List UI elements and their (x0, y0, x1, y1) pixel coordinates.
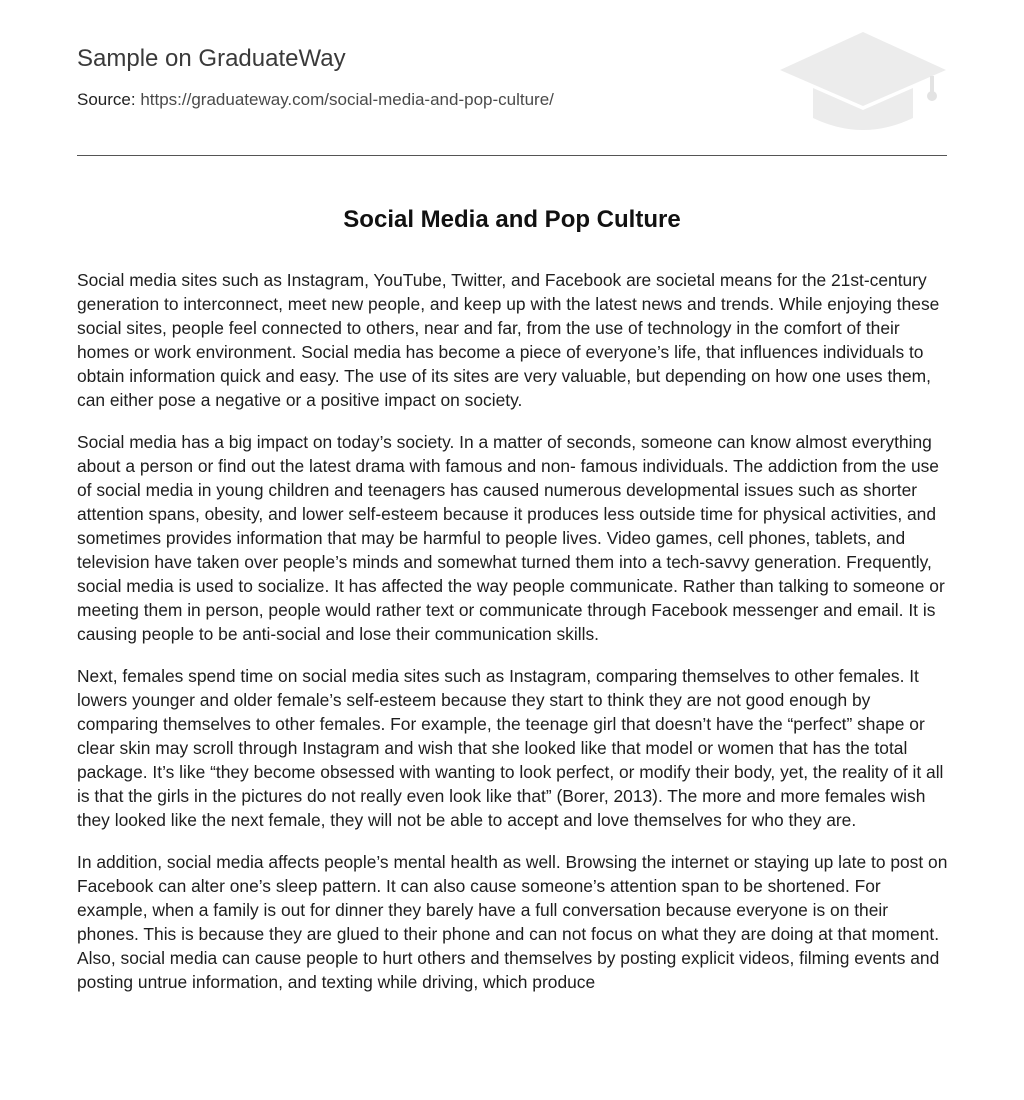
page-header (77, 0, 947, 156)
graduation-cap-icon (780, 30, 946, 134)
article-body (77, 268, 951, 1012)
paragraph-2: Social media has a big impact on today’s society. In a matter of seconds, someone can know almost everything about a person or find out the latest drama with famous and non- famous individuals. The addiction from the use of social media in young children and teenagers has caused numerous developmental issues such as shorter attention spans, obesity, and lower self-esteem because it produces less outside time for physical activities, and sometimes provides information that may be harmful to people lives. Video games, cell phones, tablets, and television have taken over people’s minds and somewhat turned them into a tech-savvy generation. Frequently, social media is used to socialize. It has affected the way people communicate. Rather than talking to someone or meeting them in person, people would rather text or communicate through Facebook messenger and email. It is causing people to be anti-social and lose their communication skills. (77, 432, 945, 644)
paragraph-1: Social media sites such as Instagram, YouTube, Twitter, and Facebook are societal means for the 21st-century generation to interconnect, meet new people, and keep up with the latest news and trends. While enjoying these social sites, people feel connected to others, near and far, from the use of technology in the comfort of their homes or work environment. Social media has become a piece of everyone’s life, that influences individuals to obtain information quick and easy. The use of its sites are very valuable, but depending on how one uses them, can either pose a negative or a positive impact on society. (77, 270, 940, 410)
paragraph-3: Next, females spend time on social media sites such as Instagram, comparing themselves to other females. It lowers younger and older female’s self-esteem because they start to think they are not good enough by comparing themselves to other females. For example, the teenage girl that doesn’t have the “perfect” shape or clear skin may scroll through Instagram and wish that she looked like that model or women that has the total package. It’s like “they become obsessed with wanting to look perfect, or modify their body, yet, the reality of it all is that the girls in the pictures do not really even look like that” (Borer, 2013). The more and more females wish they looked like the next female, they will not be able to accept and love themselves for who they are. (77, 666, 944, 830)
article-title: Social Media and Pop Culture (343, 206, 681, 233)
site-title: Sample on GraduateWay (77, 45, 346, 72)
source-line (77, 89, 554, 111)
header-divider (77, 155, 947, 156)
source-link[interactable]: https://graduateway.com/social-media-and-pop-culture/ (140, 90, 554, 109)
source-label: Source: (77, 90, 136, 109)
paragraph-4: In addition, social media affects people’s mental health as well. Browsing the internet or staying up late to post on Facebook can alter one’s sleep pattern. It can also cause someone’s attention span to be shortened. For example, when a family is out for dinner they barely have a full conversation because everyone is on their phones. This is because they are glued to their phone and can not focus on what they are doing at that moment. Also, social media can cause people to hurt others and themselves by posting explicit videos, filming events and posting untrue information, and texting while driving, which produce (77, 852, 948, 992)
